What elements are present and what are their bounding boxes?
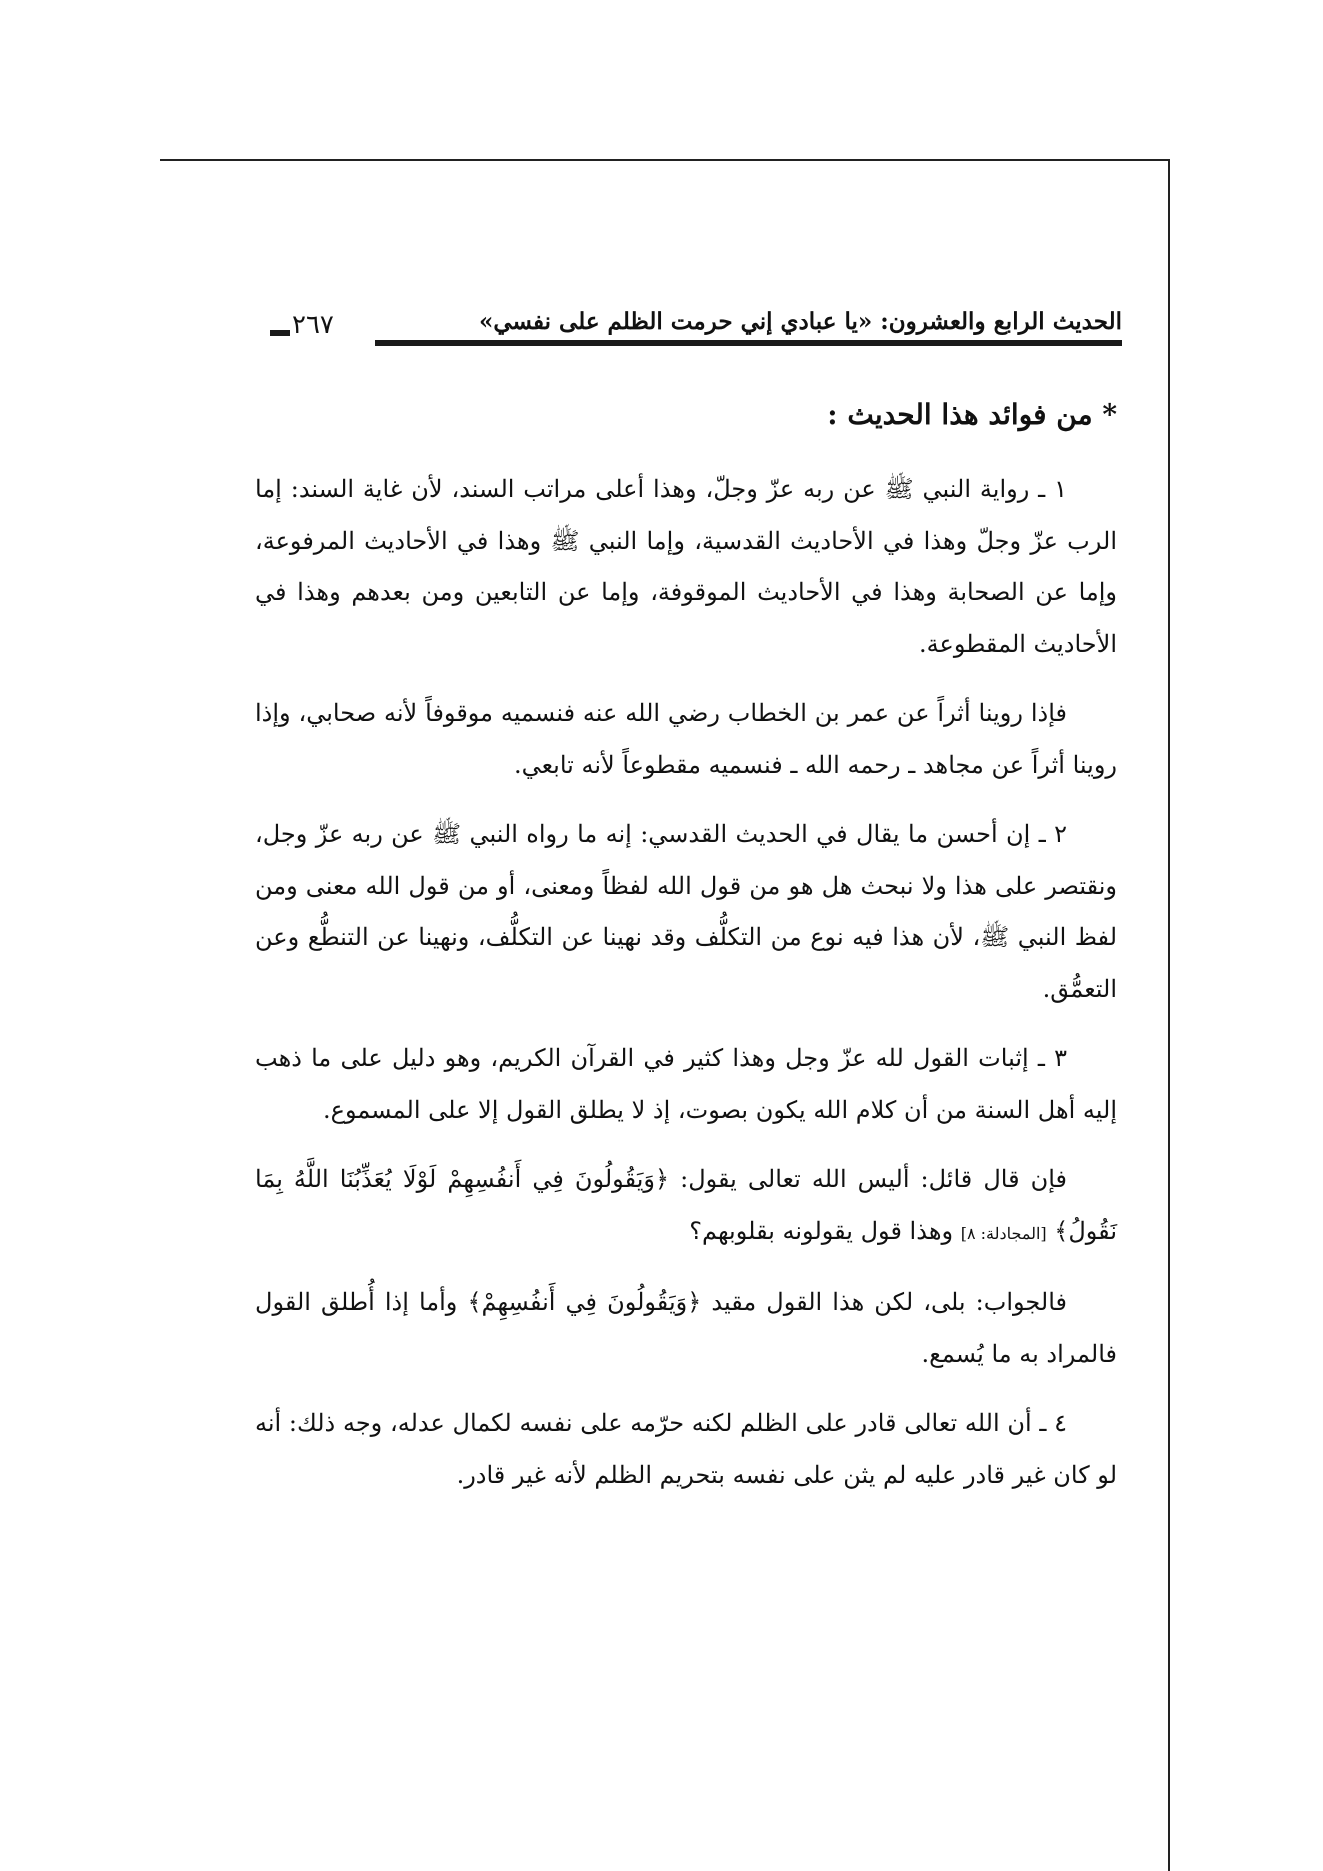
paragraph-point-2: ٢ ـ إن أحسن ما يقال في الحديث القدسي: إنه ما رواه النبي ﷺ عن ربه عزّ وجل، ونقتصر على هذا ولا نبحث هل هو من قول الله لفظاً ومعنى، أو من قول الله معنى ومن لفظ النبي ﷺ، لأن هذا فيه نوع من التكلُّف وقد نهينا عن التكلُّف، ونهينا عن التنطُّع وعن التعمُّق. <box>255 820 1117 1003</box>
paragraph-point-3: ٣ ـ إثبات القول لله عزّ وجل وهذا كثير في القرآن الكريم، وهو دليل على ما ذهب إليه أهل السنة من أن كلام الله يكون بصوت، إذ لا يطلق القول إلا على المسموع. <box>255 1044 1117 1124</box>
header-title: الحديث الرابع والعشرون: «يا عبادي إني حرمت الظلم على نفسي» <box>478 308 1122 335</box>
page-number: ٢٦٧ <box>292 310 334 340</box>
paragraph-athar-example: فإذا روينا أثراً عن عمر بن الخطاب رضي الله عنه فنسميه موقوفاً لأنه صحابي، وإذا روينا أثراً عن مجاهد ـ رحمه الله ـ فنسميه مقطوعاً لأنه تابعي. <box>255 699 1117 779</box>
top-border-line <box>160 159 1170 161</box>
paragraph-point-4: ٤ ـ أن الله تعالى قادر على الظلم لكنه حرّمه على نفسه لكمال عدله، وجه ذلك: أنه لو كان غير قادر عليه لم يثن على نفسه بتحريم الظلم لأنه غير قادر. <box>255 1409 1117 1489</box>
question-tail: وهذا قول يقولونه بقلوبهم؟ <box>689 1216 954 1245</box>
section-heading: * من فوائد هذا الحديث : <box>827 398 1117 431</box>
right-border-line <box>1168 159 1170 1871</box>
paragraph-question <box>255 1154 1117 1259</box>
quran-reference: [المجادلة: ٨] <box>960 1223 1047 1243</box>
paragraph-answer: فالجواب: بلى، لكن هذا القول مقيد ﴿وَيَقُولُونَ فِي أَنفُسِهِمْ﴾ وأما إذا أُطلق القول فالمراد به ما يُسمع. <box>255 1288 1117 1368</box>
paragraph-point-1: ١ ـ رواية النبي ﷺ عن ربه عزّ وجلّ، وهذا أعلى مراتب السند، لأن غاية السند: إما الرب عزّ وجلّ وهذا في الأحاديث القدسية، وإما النبي ﷺ وهذا في الأحاديث المرفوعة، وإما عن الصحابة وهذا في الأحاديث الموقوفة، وإما عن التابعين ومن بعدهم وهذا في الأحاديث المقطوعة. <box>255 475 1117 658</box>
running-header <box>270 300 1122 350</box>
page-number-rule <box>270 330 290 336</box>
header-rule <box>375 340 1122 346</box>
page-body <box>255 388 1117 1519</box>
question-lead: فإن قال قائل: أليس الله تعالى يقول: ﴿وَيَقُولُونَ فِي أَنفُسِهِمْ لَوْلَا يُعَذِّبُنَا اللَّهُ بِمَا نَقُولُ﴾ <box>255 1165 1117 1245</box>
